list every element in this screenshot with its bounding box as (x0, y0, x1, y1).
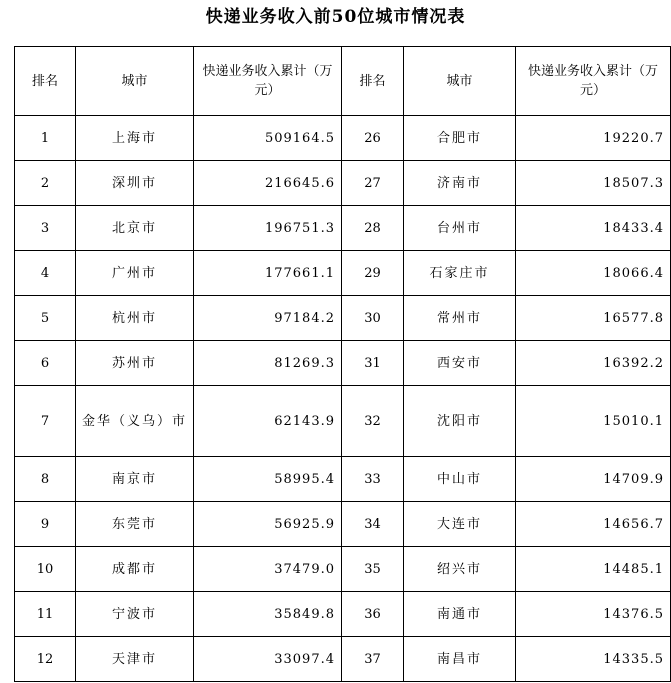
city-cell: 杭州市 (76, 296, 194, 341)
city-cell: 大连市 (404, 502, 516, 547)
rank-cell: 5 (15, 296, 76, 341)
rank-cell: 26 (342, 116, 404, 161)
city-cell: 常州市 (404, 296, 516, 341)
table-row (15, 637, 671, 682)
city-cell: 苏州市 (76, 341, 194, 386)
revenue-cell: 62143.9 (194, 386, 342, 457)
revenue-cell: 16392.2 (516, 341, 671, 386)
revenue-cell: 16577.8 (516, 296, 671, 341)
rank-cell: 36 (342, 592, 404, 637)
table-row (15, 206, 671, 251)
city-cell: 北京市 (76, 206, 194, 251)
table-row (15, 547, 671, 592)
revenue-cell: 509164.5 (194, 116, 342, 161)
city-cell: 南京市 (76, 457, 194, 502)
rank-cell: 1 (15, 116, 76, 161)
revenue-cell: 14656.7 (516, 502, 671, 547)
revenue-cell: 15010.1 (516, 386, 671, 457)
rank-cell: 10 (15, 547, 76, 592)
city-cell: 合肥市 (404, 116, 516, 161)
header-rank: 排名 (342, 47, 404, 116)
header-rank: 排名 (15, 47, 76, 116)
revenue-cell: 19220.7 (516, 116, 671, 161)
rank-cell: 34 (342, 502, 404, 547)
header-city: 城市 (404, 47, 516, 116)
rank-cell: 3 (15, 206, 76, 251)
city-cell: 宁波市 (76, 592, 194, 637)
rank-cell: 7 (15, 386, 76, 457)
city-cell: 石家庄市 (404, 251, 516, 296)
rank-cell: 29 (342, 251, 404, 296)
table-header-row (15, 47, 671, 116)
rank-cell: 35 (342, 547, 404, 592)
revenue-cell: 18507.3 (516, 161, 671, 206)
header-city: 城市 (76, 47, 194, 116)
revenue-cell: 97184.2 (194, 296, 342, 341)
rank-cell: 12 (15, 637, 76, 682)
city-cell: 天津市 (76, 637, 194, 682)
revenue-cell: 18066.4 (516, 251, 671, 296)
revenue-cell: 177661.1 (194, 251, 342, 296)
table-row (15, 457, 671, 502)
rank-cell: 31 (342, 341, 404, 386)
rank-cell: 4 (15, 251, 76, 296)
table-row (15, 116, 671, 161)
rank-cell: 2 (15, 161, 76, 206)
header-revenue: 快递业务收入累计（万元） (516, 47, 671, 116)
city-cell: 东莞市 (76, 502, 194, 547)
header-revenue: 快递业务收入累计（万元） (194, 47, 342, 116)
city-cell: 南通市 (404, 592, 516, 637)
city-cell: 西安市 (404, 341, 516, 386)
revenue-cell: 18433.4 (516, 206, 671, 251)
revenue-cell: 37479.0 (194, 547, 342, 592)
city-cell: 金华（义乌）市 (76, 386, 194, 457)
revenue-cell: 33097.4 (194, 637, 342, 682)
table-row (15, 592, 671, 637)
rank-cell: 37 (342, 637, 404, 682)
revenue-cell: 216645.6 (194, 161, 342, 206)
city-cell: 成都市 (76, 547, 194, 592)
city-cell: 济南市 (404, 161, 516, 206)
rank-cell: 30 (342, 296, 404, 341)
table-row (15, 502, 671, 547)
city-cell: 沈阳市 (404, 386, 516, 457)
table-row (15, 296, 671, 341)
table-row (15, 386, 671, 457)
city-cell: 上海市 (76, 116, 194, 161)
city-cell: 中山市 (404, 457, 516, 502)
revenue-cell: 14709.9 (516, 457, 671, 502)
rank-cell: 6 (15, 341, 76, 386)
rank-cell: 33 (342, 457, 404, 502)
revenue-cell: 81269.3 (194, 341, 342, 386)
revenue-cell: 14376.5 (516, 592, 671, 637)
revenue-cell: 14485.1 (516, 547, 671, 592)
rank-cell: 27 (342, 161, 404, 206)
revenue-cell: 58995.4 (194, 457, 342, 502)
table-row (15, 341, 671, 386)
city-cell: 深圳市 (76, 161, 194, 206)
revenue-cell: 56925.9 (194, 502, 342, 547)
rank-cell: 28 (342, 206, 404, 251)
revenue-cell: 35849.8 (194, 592, 342, 637)
city-revenue-table (14, 46, 671, 682)
table-row (15, 251, 671, 296)
rank-cell: 11 (15, 592, 76, 637)
rank-cell: 9 (15, 502, 76, 547)
revenue-cell: 14335.5 (516, 637, 671, 682)
revenue-cell: 196751.3 (194, 206, 342, 251)
city-cell: 南昌市 (404, 637, 516, 682)
city-cell: 绍兴市 (404, 547, 516, 592)
city-cell: 广州市 (76, 251, 194, 296)
table-row (15, 161, 671, 206)
city-cell: 台州市 (404, 206, 516, 251)
rank-cell: 32 (342, 386, 404, 457)
page-title: 快递业务收入前50位城市情况表 (205, 7, 466, 27)
rank-cell: 8 (15, 457, 76, 502)
